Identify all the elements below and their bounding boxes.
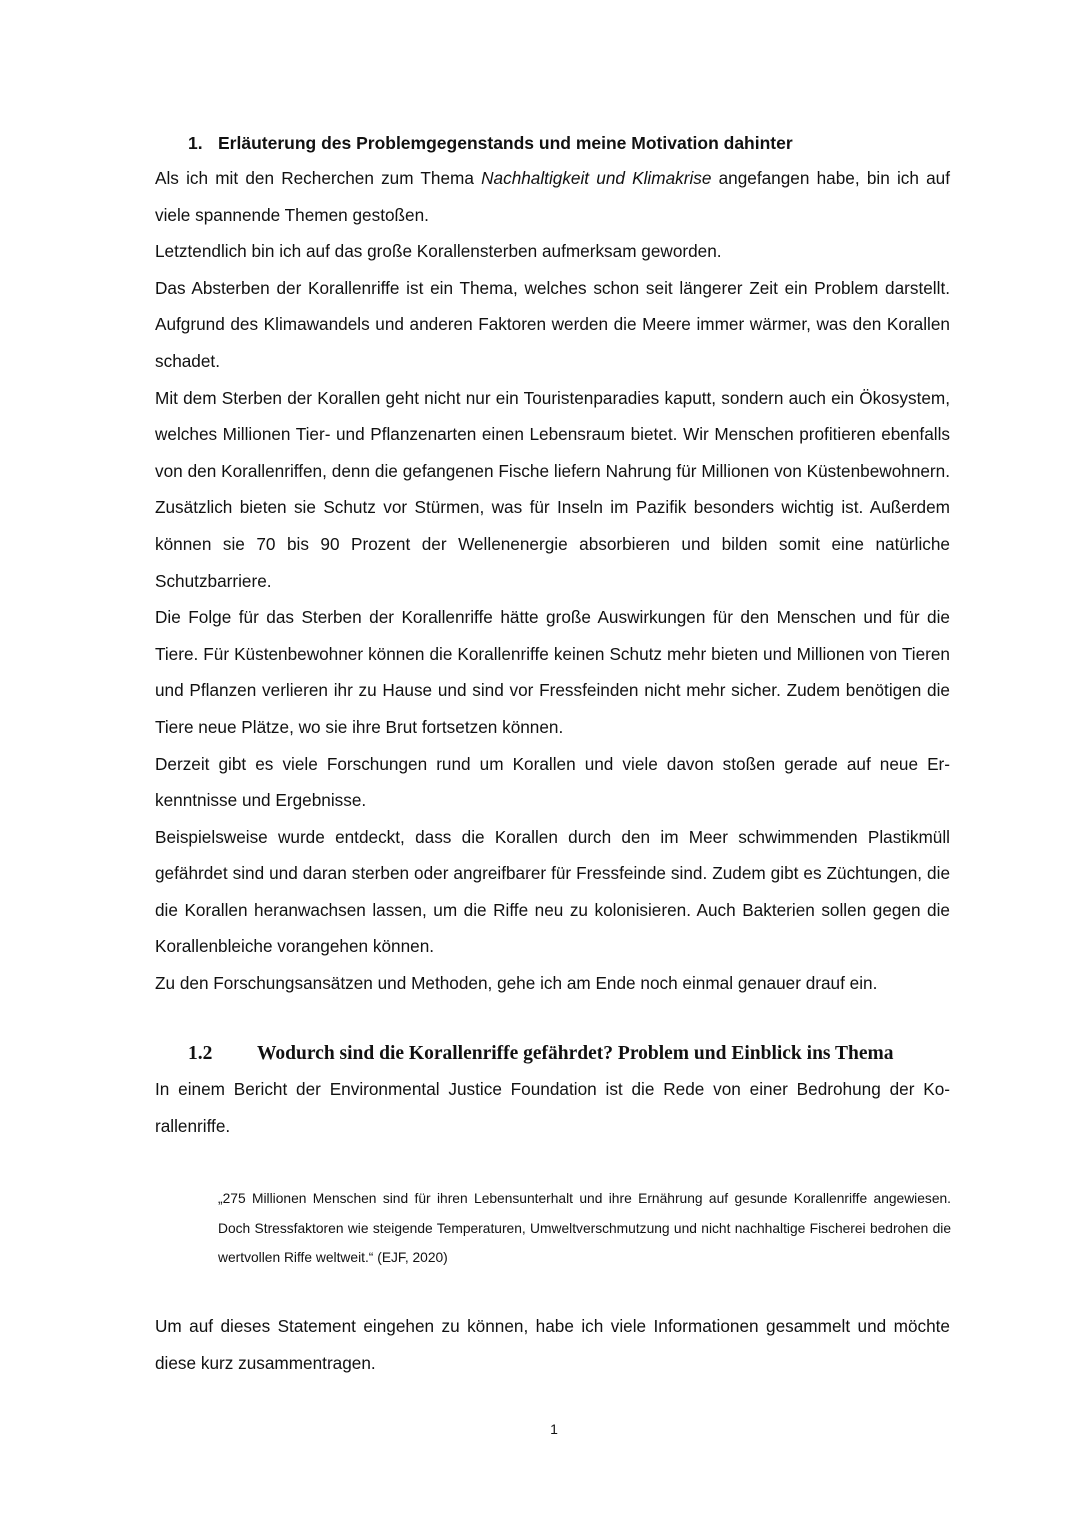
paragraph: In einem Bericht der Environmental Justice Foundation ist die Rede von einer Bedrohung der Korallenriffe. [155, 1079, 950, 1136]
section-2-body [155, 1071, 950, 1144]
section-title: Erläuterung des Problemgegenstands und meine Motivation dahinter [218, 133, 793, 153]
paragraph: Um auf dieses Statement eingehen zu können, habe ich viele Informationen gesammelt und möchte diese kurz zusammentragen. [155, 1316, 950, 1373]
quote-text: „275 Millionen Menschen sind für ihren Lebensunterhalt und ihre Ernährung auf gesunde Korallenriffe angewiesen. Doch Stressfaktoren wie steigende Temperaturen, Umweltverschmutzung und nicht nachhaltige Fischerei bedrohen die wertvollen Riffe weltweit.“ (EJF, 2020) [218, 1191, 951, 1266]
paragraph: Das Absterben der Korallenriffe ist ein Thema, welches schon seit längerer Zeit ein Problem darstellt. Aufgrund des Klimawandels und anderen Faktoren werden die Meere immer wärmer, was den Korallen schadet. [155, 277, 950, 371]
emphasized-term: Nachhaltigkeit und Klimakrise [481, 168, 712, 188]
paragraph: Mit dem Sterben der Korallen geht nicht nur ein Touristenparadies kaputt, sondern auch ein Ökosystem, welches Millionen Tier- und Pflanzenarten einen Lebensraum bietet. Wir Menschen profitieren ebenfalls von den Korallenriffen, denn die gefangenen Fische liefern Nahrung für Millionen von Küstenbewohnern. Zusätzlich bieten sie Schutz vor Stürmen, was für Inseln im Pazifik besonders wichtig ist. Außerdem können sie 70 bis 90 Prozent der Wellenenergie absorbieren und bilden somit eine natürliche Schutzbarriere. [155, 387, 950, 591]
section-heading-1 [188, 132, 793, 154]
section-title: Wodurch sind die Korallenriffe gefährdet? Problem und Einblick ins Thema [257, 1043, 894, 1064]
paragraph: Die Folge für das Sterben der Korallenriffe hätte große Auswirkungen für den Menschen und für die Tiere. Für Küstenbewohner können die Korallenriffe keinen Schutz mehr bieten und Millionen von Tieren und Pflanzen verlieren ihr zu Hause und sind vor Fressfeinden nicht mehr sicher. Zudem benötigen die Tiere neue Plätze, wo sie ihre Brut fortsetzen können. [155, 607, 950, 737]
block-quote [218, 1184, 951, 1273]
paragraph: Derzeit gibt es viele Forschungen rund um Korallen und viele davon stoßen gerade auf neue Erkenntnisse und Ergebnisse. [155, 753, 950, 811]
paragraph-text: angefangen habe, bin ich auf viele spannende Themen gestoßen. [155, 168, 951, 225]
section-heading-1-2 [188, 1041, 894, 1067]
paragraph-text: Als ich mit den Recherchen zum Thema [155, 168, 482, 188]
section-2-continuation [155, 1308, 950, 1381]
section-number: 1. [188, 133, 203, 153]
paragraph: Beispielsweise wurde entdeckt, dass die Korallen durch den im Meer schwimmenden Plastikmüll gefährdet sind und daran sterben oder angreifbarer für Fressfeinde sind. Zudem gibt es Züchtungen, die die Korallen heranwachsen lassen, um die Riffe neu zu kolonisieren. Auch Bakterien sollen gegen die Korallenbleiche vorangehen können. [155, 826, 950, 957]
paragraph: Zu den Forschungsansätzen und Methoden, gehe ich am Ende noch einmal genauer drauf ein. [155, 973, 878, 994]
section-1-body [155, 160, 950, 1002]
section-number: 1.2 [188, 1043, 213, 1064]
page-number: 1 [550, 1421, 558, 1437]
paragraph: Letztendlich bin ich auf das große Korallensterben aufmerksam geworden. [155, 241, 722, 262]
paragraph [155, 160, 950, 233]
